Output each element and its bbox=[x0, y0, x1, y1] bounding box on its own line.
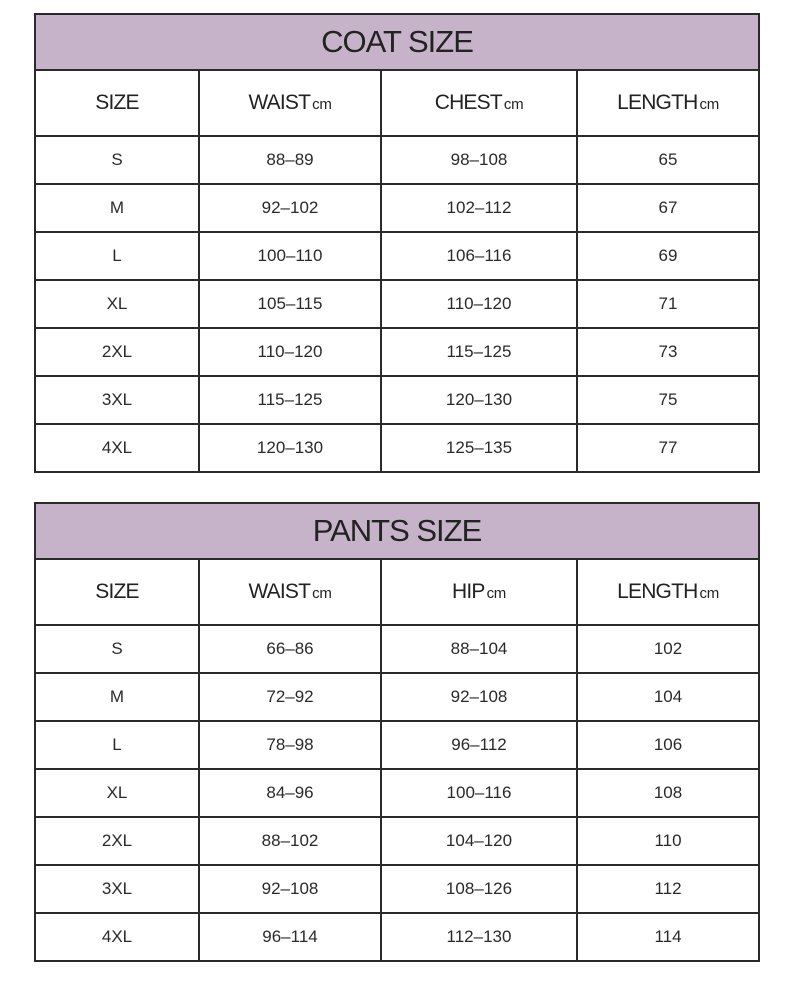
hip-cell: 92–108 bbox=[381, 673, 577, 721]
size-cell: XL bbox=[35, 769, 199, 817]
waist-cell: 120–130 bbox=[199, 424, 381, 472]
coat-title-row bbox=[35, 14, 759, 70]
size-cell: M bbox=[35, 184, 199, 232]
chest-cell: 106–116 bbox=[381, 232, 577, 280]
table-row bbox=[35, 424, 759, 472]
waist-cell: 84–96 bbox=[199, 769, 381, 817]
chest-cell: 110–120 bbox=[381, 280, 577, 328]
waist-cell: 66–86 bbox=[199, 625, 381, 673]
table-row bbox=[35, 913, 759, 961]
waist-cell: 72–92 bbox=[199, 673, 381, 721]
size-cell: XL bbox=[35, 280, 199, 328]
waist-cell: 78–98 bbox=[199, 721, 381, 769]
column-header-length: LENGTH cm bbox=[577, 70, 759, 136]
length-cell: 67 bbox=[577, 184, 759, 232]
length-cell: 71 bbox=[577, 280, 759, 328]
size-cell: L bbox=[35, 232, 199, 280]
table-row bbox=[35, 865, 759, 913]
hip-cell: 100–116 bbox=[381, 769, 577, 817]
column-header-size: SIZE bbox=[35, 70, 199, 136]
hip-cell: 112–130 bbox=[381, 913, 577, 961]
coat-table-title: COAT SIZE bbox=[35, 14, 759, 70]
size-cell: 3XL bbox=[35, 376, 199, 424]
table-row bbox=[35, 328, 759, 376]
waist-cell: 100–110 bbox=[199, 232, 381, 280]
length-cell: 108 bbox=[577, 769, 759, 817]
chest-cell: 102–112 bbox=[381, 184, 577, 232]
size-cell: S bbox=[35, 136, 199, 184]
waist-cell: 92–108 bbox=[199, 865, 381, 913]
waist-cell: 88–102 bbox=[199, 817, 381, 865]
size-cell: 2XL bbox=[35, 328, 199, 376]
waist-cell: 110–120 bbox=[199, 328, 381, 376]
size-cell: L bbox=[35, 721, 199, 769]
waist-cell: 115–125 bbox=[199, 376, 381, 424]
waist-cell: 105–115 bbox=[199, 280, 381, 328]
hip-cell: 88–104 bbox=[381, 625, 577, 673]
table-row bbox=[35, 376, 759, 424]
table-row bbox=[35, 817, 759, 865]
length-cell: 75 bbox=[577, 376, 759, 424]
coat-size-table bbox=[34, 13, 760, 473]
column-header-waist: WAIST cm bbox=[199, 70, 381, 136]
pants-header-row bbox=[35, 559, 759, 625]
pants-title-row bbox=[35, 503, 759, 559]
coat-header-row bbox=[35, 70, 759, 136]
table-row bbox=[35, 136, 759, 184]
table-row bbox=[35, 625, 759, 673]
table-row bbox=[35, 769, 759, 817]
length-cell: 73 bbox=[577, 328, 759, 376]
waist-cell: 88–89 bbox=[199, 136, 381, 184]
waist-cell: 92–102 bbox=[199, 184, 381, 232]
column-header-size: SIZE bbox=[35, 559, 199, 625]
column-header-hip: HIP cm bbox=[381, 559, 577, 625]
size-cell: S bbox=[35, 625, 199, 673]
length-cell: 110 bbox=[577, 817, 759, 865]
pants-size-table bbox=[34, 502, 760, 962]
chest-cell: 125–135 bbox=[381, 424, 577, 472]
waist-cell: 96–114 bbox=[199, 913, 381, 961]
table-row bbox=[35, 184, 759, 232]
length-cell: 106 bbox=[577, 721, 759, 769]
table-row bbox=[35, 673, 759, 721]
size-cell: 4XL bbox=[35, 913, 199, 961]
hip-cell: 104–120 bbox=[381, 817, 577, 865]
length-cell: 102 bbox=[577, 625, 759, 673]
table-row bbox=[35, 232, 759, 280]
chest-cell: 98–108 bbox=[381, 136, 577, 184]
hip-cell: 108–126 bbox=[381, 865, 577, 913]
column-header-length: LENGTH cm bbox=[577, 559, 759, 625]
size-cell: 3XL bbox=[35, 865, 199, 913]
size-cell: M bbox=[35, 673, 199, 721]
size-cell: 2XL bbox=[35, 817, 199, 865]
length-cell: 77 bbox=[577, 424, 759, 472]
length-cell: 69 bbox=[577, 232, 759, 280]
length-cell: 104 bbox=[577, 673, 759, 721]
pants-table-title: PANTS SIZE bbox=[35, 503, 759, 559]
column-header-chest: CHEST cm bbox=[381, 70, 577, 136]
hip-cell: 96–112 bbox=[381, 721, 577, 769]
length-cell: 112 bbox=[577, 865, 759, 913]
size-cell: 4XL bbox=[35, 424, 199, 472]
length-cell: 65 bbox=[577, 136, 759, 184]
chest-cell: 115–125 bbox=[381, 328, 577, 376]
table-row bbox=[35, 721, 759, 769]
column-header-waist: WAIST cm bbox=[199, 559, 381, 625]
length-cell: 114 bbox=[577, 913, 759, 961]
table-row bbox=[35, 280, 759, 328]
chest-cell: 120–130 bbox=[381, 376, 577, 424]
